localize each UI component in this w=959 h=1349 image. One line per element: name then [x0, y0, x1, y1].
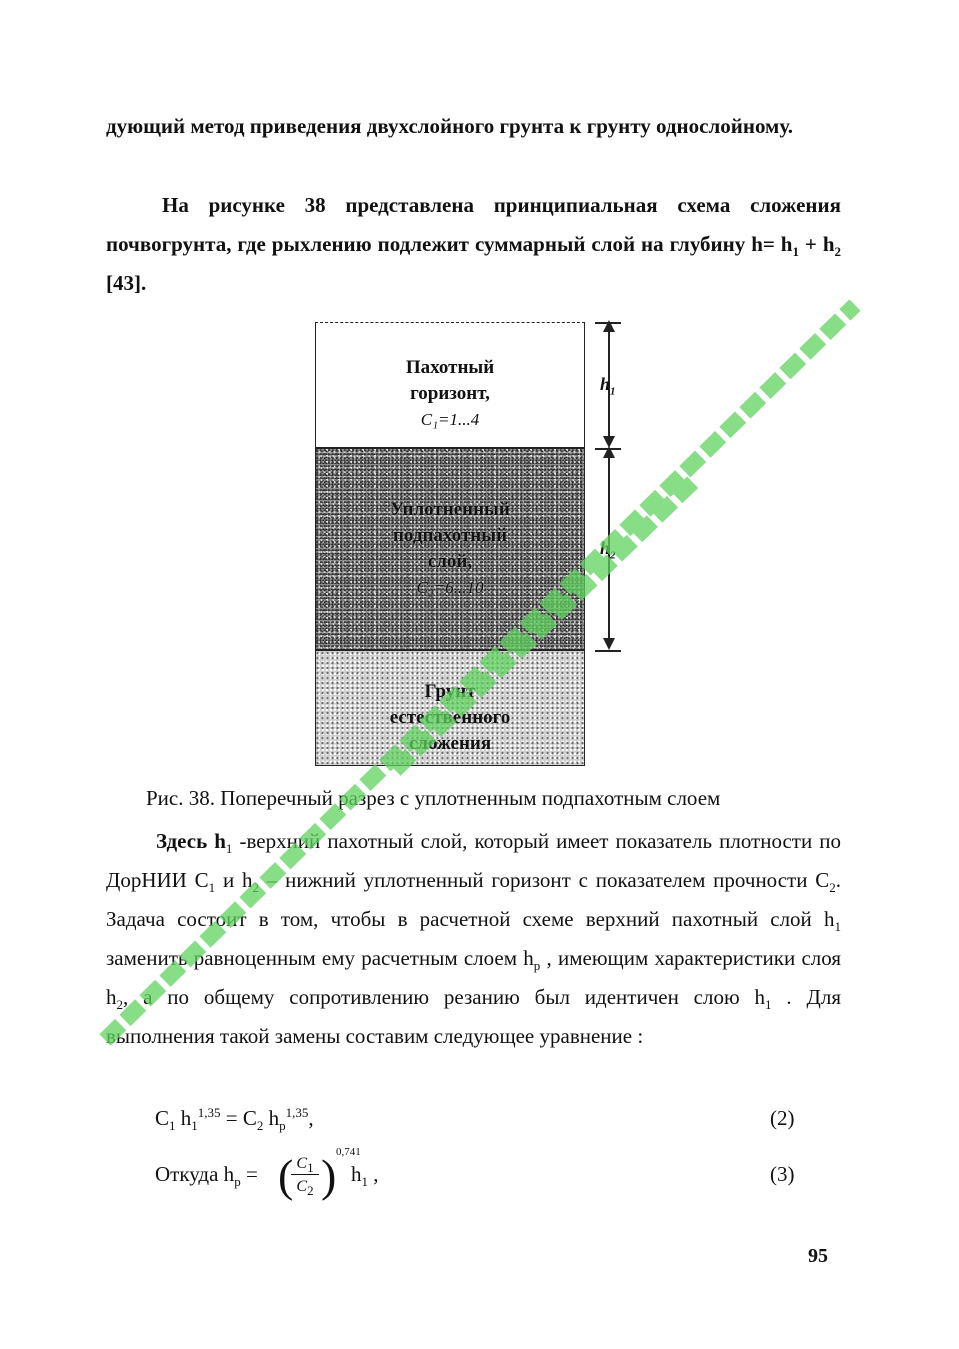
- layer3-line1: Грунт: [424, 681, 476, 702]
- formula-prefix: h= h: [751, 232, 793, 256]
- layer2-line1: Уплотненный: [390, 499, 510, 520]
- eq3-num-sub: 1: [307, 1160, 314, 1176]
- p3-s8: 1: [765, 997, 772, 1013]
- eq3-tail-end: ,: [368, 1162, 379, 1186]
- eq2-exp1: 1,35: [197, 1105, 221, 1120]
- eq3-lead-text: Откуда h: [155, 1162, 235, 1186]
- h2-label: [600, 538, 616, 562]
- paragraph-continuation: дующий метод приведения двухслойного грунта к грунту однослойному.: [106, 114, 794, 138]
- eq3-tail: [351, 1162, 379, 1190]
- formula-sub-1: 1: [792, 244, 799, 260]
- layer2-line2: подпахотный: [392, 525, 508, 546]
- eq3-left-paren: (: [278, 1150, 294, 1201]
- eq3-den: C: [296, 1178, 308, 1195]
- figure-caption: Рис. 38. Поперечный разрез с уплотненным подпахотным слоем: [146, 786, 721, 810]
- eq2-h1-sub: 1: [191, 1118, 198, 1134]
- equation-3-number: (3): [770, 1162, 795, 1186]
- layer-compacted-subsoil-label: [316, 497, 584, 601]
- eq3-exponent: 0,741: [336, 1146, 361, 1158]
- p3-t6: заменить равноценным ему расчетным слоем h: [106, 946, 534, 970]
- layer-plow-horizon: [315, 322, 585, 448]
- layer2-line4: C₂=6...10: [416, 578, 484, 597]
- h2-arrow-down-icon: [603, 638, 615, 650]
- p3-s5: 1: [834, 919, 841, 935]
- formula-mid: + h: [798, 232, 835, 256]
- p3-s6: p: [533, 958, 541, 974]
- eq2-c1: C: [155, 1106, 170, 1130]
- layer1-line3: C₁=1...4: [420, 410, 480, 429]
- paragraph-figure-intro-text: На рисунке 38 представлена принципиальная схема сложения почвогрунта, где рыхлению подлежит суммарный слой на глубину: [106, 193, 841, 256]
- p3-t9: . Для выполнения такой замены составим следующее уравнение :: [106, 985, 841, 1048]
- layer1-line2: горизонт,: [410, 383, 490, 404]
- formula-sub-2: 2: [834, 244, 841, 260]
- layer1-line1: Пахотный: [405, 357, 495, 378]
- equation-2-number: (2): [770, 1106, 795, 1130]
- eq3-num: C: [296, 1155, 308, 1172]
- eq2-tail: ,: [308, 1106, 314, 1130]
- h2-label-sub: 2: [610, 549, 616, 562]
- p3-t1: Здесь h: [156, 829, 226, 853]
- p3-t7: , имеющим характеристики слоя h: [106, 946, 842, 1009]
- p3-t3: и h: [215, 868, 253, 892]
- eq2-h1: h: [175, 1106, 192, 1130]
- eq3-fraction-denominator: [291, 1177, 319, 1197]
- h2-arrow-up-icon: [603, 446, 615, 458]
- h1-arrow-up-icon: [603, 320, 615, 332]
- eq2-c2-sub: 2: [256, 1118, 264, 1134]
- eq2-exp2: 1,35: [285, 1105, 309, 1120]
- h1-label-base: h: [600, 374, 611, 394]
- p3-t2: -верхний пахотный слой, который имеет показатель плотности по ДорНИИ C: [106, 829, 842, 892]
- page-number: 95: [808, 1245, 828, 1267]
- h1-label-sub: 1: [610, 385, 616, 398]
- layer3-line3: сложения: [408, 733, 492, 754]
- h2-label-base: h: [600, 538, 611, 558]
- eq3-right-paren: ): [321, 1150, 337, 1201]
- p3-s7: 2: [116, 997, 123, 1013]
- paragraph-figure-intro: [106, 186, 841, 303]
- layer2-line3: слой,: [427, 551, 473, 572]
- eq2-equals: = C: [220, 1106, 257, 1130]
- eq3-tail-h: h: [351, 1162, 362, 1186]
- layer3-line2: естественного: [389, 707, 511, 728]
- eq2-c1-sub: 1: [169, 1118, 176, 1134]
- eq2-hp: h: [263, 1106, 280, 1130]
- layer-natural-soil: [315, 650, 585, 766]
- p3-s4: 2: [829, 880, 836, 896]
- dimension-tick-bottom: [595, 650, 621, 652]
- h1-label: [600, 374, 616, 398]
- p3-t8: , а по общему сопротивлению резанию был идентичен слою h: [123, 985, 766, 1009]
- eq3-tail-sub: 1: [361, 1174, 368, 1190]
- p3-t5: . Задача состоит в том, чтобы в расчетной схеме верхний пахотный слой h: [106, 868, 841, 931]
- equation-2: [155, 1105, 314, 1134]
- eq3-lead-sub: p: [234, 1174, 241, 1190]
- eq2-hp-sub: p: [279, 1118, 286, 1134]
- eq3-fraction-numerator: [291, 1154, 319, 1175]
- p3-s1: 1: [225, 841, 233, 857]
- formula-reference: [43].: [106, 271, 147, 295]
- paragraph-explanation: [106, 822, 841, 1056]
- p3-s2: 1: [208, 880, 216, 896]
- layer-plow-horizon-label: [316, 355, 584, 433]
- p3-s3: 2: [252, 880, 259, 896]
- layer-compacted-subsoil: [315, 448, 585, 650]
- eq3-equals: =: [240, 1162, 258, 1186]
- layer-natural-soil-label: [316, 679, 584, 757]
- eq3-den-sub: 2: [307, 1183, 314, 1199]
- eq3-lead: [155, 1162, 258, 1190]
- figure-soil-cross-section: [310, 316, 630, 768]
- p3-t4: – нижний уплотненный горизонт с показателем прочности C: [259, 868, 830, 892]
